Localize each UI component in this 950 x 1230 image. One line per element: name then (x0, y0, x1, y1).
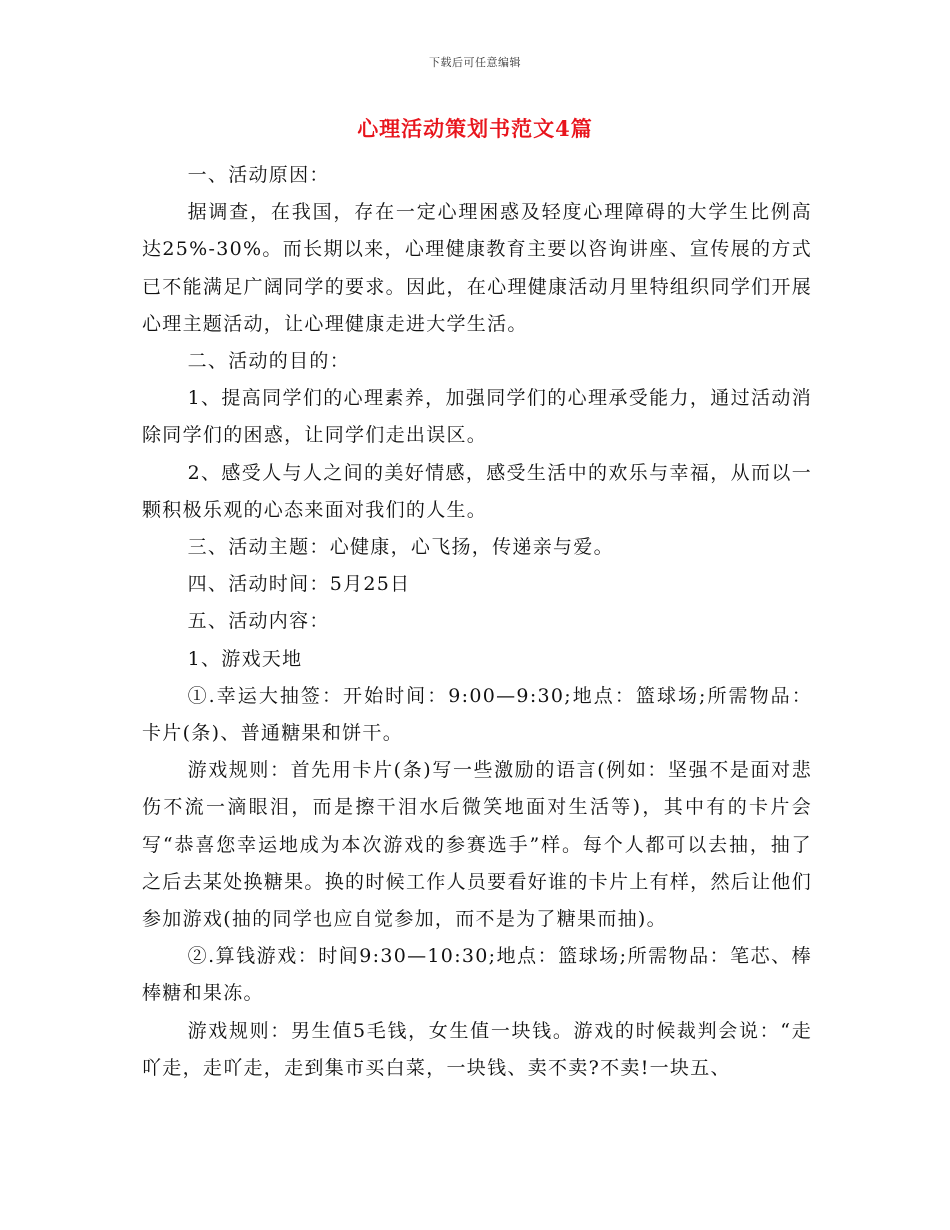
game-money-count: ②.算钱游戏：时间9:30—10:30;地点：篮球场;所需物品：笔芯、棒棒糖和果冻。 (142, 945, 812, 1005)
subsection-heading-games: 1、游戏天地 (187, 647, 303, 670)
body-paragraph-survey: 据调查，在我国，存在一定心理困惑及轻度心理障碍的大学生比例高达25%-30%。而长期以来，心理健康教育主要以咨询讲座、宣传展的方式已不能满足广阔同学的要求。因此，在心理健康活动月里特组织同学们开展心理主题活动，让心理健康走进大学生活。 (142, 201, 812, 335)
game-lucky-draw: ①.幸运大抽签：开始时间：9:00—9:30;地点：篮球场;所需物品：卡片(条)、普通糖果和饼干。 (142, 684, 812, 745)
section-heading-theme: 三、活动主题：心健康，心飞扬，传递亲与爱。 (187, 536, 614, 559)
page-header-note: 下载后可任意编辑 (429, 56, 521, 69)
game-lucky-draw-rules: 游戏规则：首先用卡片(条)写一些激励的语言(例如：坚强不是面对悲伤不流一滴眼泪，而是擦干泪水后微笑地面对生活等)，其中有的卡片会写“恭喜您幸运地成为本次游戏的参赛选手”样。每个人都可以去抽，抽了之后去某处换糖果。换的时候工作人员要看好谁的卡片上有样，然后让他们参加游戏(抽的同学也应自觉参加，而不是为了糖果而抽)。 (142, 759, 812, 931)
section-heading-content: 五、活动内容： (187, 610, 330, 633)
purpose-item-1: 1、提高同学们的心理素养，加强同学们的心理承受能力，通过活动消除同学们的困惑，让同学们走出误区。 (142, 387, 812, 447)
purpose-item-2: 2、感受人与人之间的美好情感，感受生活中的欢乐与幸福，从而以一颗积极乐观的心态来面对我们的人生。 (142, 461, 812, 521)
section-heading-reason: 一、活动原因： (187, 164, 330, 186)
section-heading-time: 四、活动时间：5月25日 (187, 573, 411, 596)
game-money-count-rules: 游戏规则：男生值5毛钱，女生值一块钱。游戏的时候裁判会说：“走吖走，走吖走，走到集市买白菜，一块钱、卖不卖?不卖!一块五、 (142, 1019, 812, 1079)
document-title: 心理活动策划书范文4篇 (357, 116, 593, 141)
section-heading-purpose: 二、活动的目的： (187, 350, 350, 373)
document-body (142, 157, 812, 1087)
